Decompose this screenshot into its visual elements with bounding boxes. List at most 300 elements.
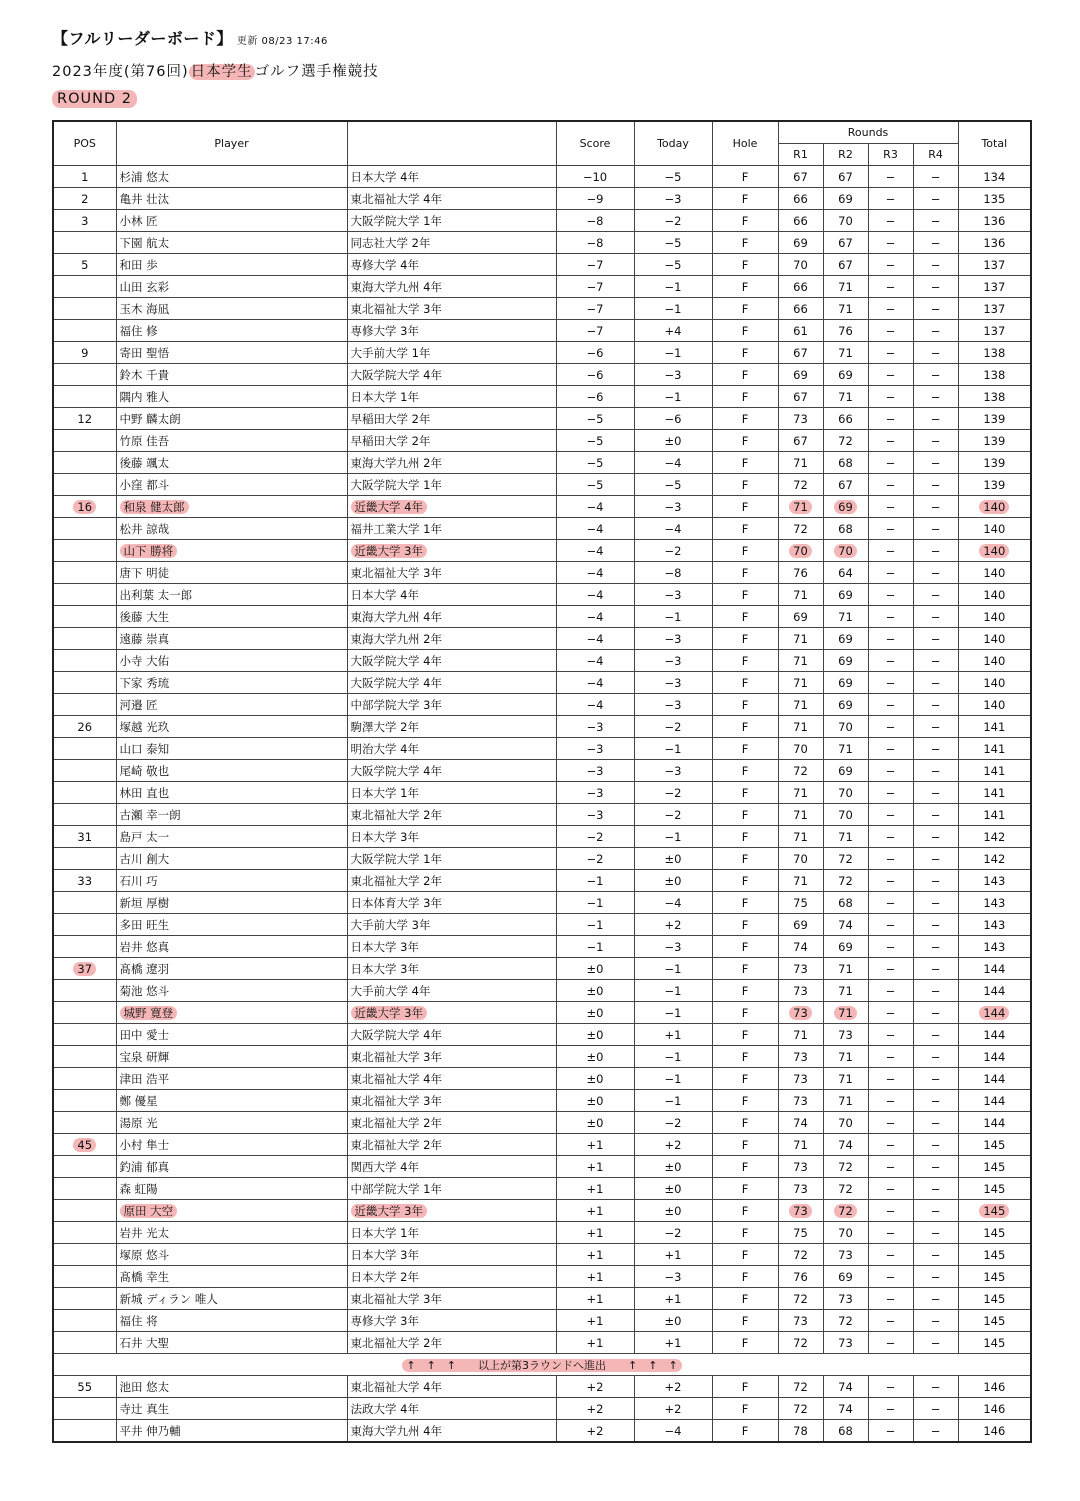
table-row xyxy=(53,936,1031,958)
r3-cell: − xyxy=(868,1134,913,1156)
r3-cell: − xyxy=(868,342,913,364)
today-cell: −1 xyxy=(634,738,712,760)
r3-cell: − xyxy=(868,1200,913,1222)
r2-cell: 68 xyxy=(823,452,868,474)
r3-cell: − xyxy=(868,1046,913,1068)
r1-cell: 74 xyxy=(778,936,823,958)
hole-cell: F xyxy=(712,254,778,276)
hole-cell: F xyxy=(712,716,778,738)
school-name: 東北福祉大学 2年 xyxy=(347,1332,556,1354)
pos-cell xyxy=(53,320,116,342)
table-row xyxy=(53,518,1031,540)
table-row xyxy=(53,716,1031,738)
school-name: 東北福祉大学 4年 xyxy=(347,1068,556,1090)
r1-cell: 70 xyxy=(778,738,823,760)
r1-cell: 61 xyxy=(778,320,823,342)
pos-cell xyxy=(53,1002,116,1024)
score-cell: −7 xyxy=(556,320,634,342)
r1-cell: 75 xyxy=(778,892,823,914)
player-name: 鈴木 千貴 xyxy=(116,364,347,386)
table-row xyxy=(53,804,1031,826)
school-name xyxy=(347,1002,556,1024)
r2-cell: 72 xyxy=(823,1156,868,1178)
r2-cell: 73 xyxy=(823,1244,868,1266)
pos-cell xyxy=(53,892,116,914)
highlight-mark: 72 xyxy=(834,1204,857,1218)
r2-cell: 71 xyxy=(823,276,868,298)
r3-cell: − xyxy=(868,694,913,716)
pos-cell xyxy=(53,1156,116,1178)
r2-cell: 69 xyxy=(823,672,868,694)
pos-cell xyxy=(53,364,116,386)
today-cell: −4 xyxy=(634,452,712,474)
r4-cell: − xyxy=(913,1266,958,1288)
highlight-mark: 近畿大学 3年 xyxy=(351,1204,427,1218)
r2-cell: 72 xyxy=(823,430,868,452)
table-row xyxy=(53,1288,1031,1310)
pos-cell xyxy=(53,430,116,452)
r3-cell: − xyxy=(868,254,913,276)
r1-cell: 73 xyxy=(778,1046,823,1068)
r2-cell: 74 xyxy=(823,914,868,936)
school-name: 東北福祉大学 3年 xyxy=(347,562,556,584)
pos-cell xyxy=(53,738,116,760)
hole-cell: F xyxy=(712,540,778,562)
cut-line-row xyxy=(53,1354,1031,1376)
school-name: 東海大学九州 2年 xyxy=(347,452,556,474)
score-cell: −6 xyxy=(556,386,634,408)
r3-cell: − xyxy=(868,716,913,738)
player-name: 小村 隼士 xyxy=(116,1134,347,1156)
r1-cell: 73 xyxy=(778,1068,823,1090)
today-cell: −5 xyxy=(634,254,712,276)
pos-cell xyxy=(53,1024,116,1046)
pos-cell xyxy=(53,1046,116,1068)
title-text: 【フルリーダーボード】 xyxy=(52,29,233,48)
school-name: 早稲田大学 2年 xyxy=(347,430,556,452)
r3-cell: − xyxy=(868,1178,913,1200)
player-name: 塚越 光玖 xyxy=(116,716,347,738)
table-row xyxy=(53,364,1031,386)
total-cell: 145 xyxy=(958,1332,1031,1354)
school-name: 東北福祉大学 3年 xyxy=(347,1288,556,1310)
hole-cell: F xyxy=(712,1420,778,1443)
player-name: 湯原 光 xyxy=(116,1112,347,1134)
score-cell: +1 xyxy=(556,1178,634,1200)
today-cell: −1 xyxy=(634,276,712,298)
r1-cell: 72 xyxy=(778,1332,823,1354)
player-name: 亀井 壮汰 xyxy=(116,188,347,210)
r4-cell: − xyxy=(913,1200,958,1222)
total-cell: 135 xyxy=(958,188,1031,210)
pos-cell xyxy=(53,496,116,518)
school-name: 日本大学 4年 xyxy=(347,166,556,188)
score-cell: −4 xyxy=(556,650,634,672)
player-name: 古瀬 幸一朗 xyxy=(116,804,347,826)
hole-cell: F xyxy=(712,474,778,496)
today-cell: −3 xyxy=(634,936,712,958)
score-cell: ±0 xyxy=(556,1068,634,1090)
pos-cell xyxy=(53,1134,116,1156)
r2-cell: 70 xyxy=(823,1222,868,1244)
pos-cell: 2 xyxy=(53,188,116,210)
r4-cell: − xyxy=(913,276,958,298)
pos-cell xyxy=(53,232,116,254)
score-cell: −3 xyxy=(556,760,634,782)
total-cell: 145 xyxy=(958,1178,1031,1200)
today-cell: −1 xyxy=(634,1068,712,1090)
school-name: 東北福祉大学 2年 xyxy=(347,1134,556,1156)
r1-cell: 73 xyxy=(778,1156,823,1178)
pos-cell xyxy=(53,386,116,408)
table-row xyxy=(53,1310,1031,1332)
r4-cell: − xyxy=(913,826,958,848)
player-name: 古川 創大 xyxy=(116,848,347,870)
r4-cell: − xyxy=(913,892,958,914)
score-cell: −1 xyxy=(556,870,634,892)
player-name: 石川 巧 xyxy=(116,870,347,892)
r1-cell: 72 xyxy=(778,760,823,782)
update-timestamp: 更新 08/23 17:46 xyxy=(236,36,328,47)
school-name: 東北福祉大学 4年 xyxy=(347,188,556,210)
highlight-mark: 近畿大学 4年 xyxy=(351,500,427,514)
school-name: 法政大学 4年 xyxy=(347,1398,556,1420)
r3-cell: − xyxy=(868,1244,913,1266)
tournament-event: ゴルフ選手権競技 xyxy=(254,64,379,80)
r3-cell: − xyxy=(868,1310,913,1332)
hole-cell: F xyxy=(712,298,778,320)
r2-cell: 71 xyxy=(823,958,868,980)
r1-cell: 71 xyxy=(778,584,823,606)
tournament-year: 2023年度(第76回) xyxy=(52,64,189,80)
player-name xyxy=(116,540,347,562)
r2-cell xyxy=(823,1200,868,1222)
pos-cell: 26 xyxy=(53,716,116,738)
hole-cell: F xyxy=(712,804,778,826)
table-row xyxy=(53,892,1031,914)
highlight-mark: 70 xyxy=(789,544,812,558)
table-row xyxy=(53,958,1031,980)
r3-cell: − xyxy=(868,584,913,606)
r4-cell: − xyxy=(913,980,958,1002)
pos-cell: 33 xyxy=(53,870,116,892)
leaderboard-table xyxy=(52,120,1032,1443)
total-cell: 140 xyxy=(958,562,1031,584)
today-cell: ±0 xyxy=(634,1200,712,1222)
score-cell: −4 xyxy=(556,518,634,540)
r1-cell: 75 xyxy=(778,1222,823,1244)
today-cell: −5 xyxy=(634,166,712,188)
r1-cell: 71 xyxy=(778,826,823,848)
school-name: 日本大学 3年 xyxy=(347,1244,556,1266)
r4-cell: − xyxy=(913,562,958,584)
score-cell: −5 xyxy=(556,408,634,430)
r2-cell: 72 xyxy=(823,1310,868,1332)
player-name: 下家 秀琉 xyxy=(116,672,347,694)
table-row xyxy=(53,320,1031,342)
table-row xyxy=(53,1002,1031,1024)
r2-cell: 76 xyxy=(823,320,868,342)
school-name xyxy=(347,540,556,562)
r3-cell: − xyxy=(868,364,913,386)
today-cell: ±0 xyxy=(634,430,712,452)
r1-cell: 67 xyxy=(778,386,823,408)
today-cell: −4 xyxy=(634,518,712,540)
pos-cell xyxy=(53,628,116,650)
r4-cell: − xyxy=(913,1068,958,1090)
r2-cell: 72 xyxy=(823,870,868,892)
player-name: 池田 悠太 xyxy=(116,1376,347,1398)
pos-cell xyxy=(53,980,116,1002)
table-row xyxy=(53,1266,1031,1288)
table-row xyxy=(53,298,1031,320)
r4-cell: − xyxy=(913,1090,958,1112)
r1-cell: 69 xyxy=(778,232,823,254)
pos-cell xyxy=(53,1090,116,1112)
r2-cell: 71 xyxy=(823,298,868,320)
highlight-mark: 145 xyxy=(979,1204,1009,1218)
r1-cell: 76 xyxy=(778,1266,823,1288)
table-row xyxy=(53,672,1031,694)
r4-cell: − xyxy=(913,1332,958,1354)
school-name: 東北福祉大学 4年 xyxy=(347,1376,556,1398)
r4-cell: − xyxy=(913,760,958,782)
highlight-mark: 69 xyxy=(834,500,857,514)
r1-cell: 72 xyxy=(778,1376,823,1398)
table-row xyxy=(53,848,1031,870)
today-cell: −3 xyxy=(634,584,712,606)
pos-cell xyxy=(53,1288,116,1310)
today-cell: −3 xyxy=(634,496,712,518)
total-cell: 143 xyxy=(958,914,1031,936)
hole-cell: F xyxy=(712,628,778,650)
score-cell: ±0 xyxy=(556,1090,634,1112)
r1-cell: 69 xyxy=(778,914,823,936)
r2-cell: 71 xyxy=(823,738,868,760)
table-row xyxy=(53,606,1031,628)
player-name: 玉木 海凪 xyxy=(116,298,347,320)
player-name: 福住 将 xyxy=(116,1310,347,1332)
r1-cell xyxy=(778,1200,823,1222)
total-cell: 146 xyxy=(958,1376,1031,1398)
r4-cell: − xyxy=(913,210,958,232)
hole-cell: F xyxy=(712,1002,778,1024)
total-cell: 142 xyxy=(958,826,1031,848)
r4-cell: − xyxy=(913,914,958,936)
r3-cell: − xyxy=(868,562,913,584)
r2-cell: 70 xyxy=(823,1112,868,1134)
school-name: 東北福祉大学 2年 xyxy=(347,1112,556,1134)
r2-cell: 69 xyxy=(823,936,868,958)
r3-cell: − xyxy=(868,452,913,474)
score-cell: −4 xyxy=(556,562,634,584)
hole-cell: F xyxy=(712,760,778,782)
player-name: 竹原 佳吾 xyxy=(116,430,347,452)
total-cell: 139 xyxy=(958,452,1031,474)
r4-cell: − xyxy=(913,518,958,540)
today-cell: −4 xyxy=(634,1420,712,1443)
r2-cell xyxy=(823,540,868,562)
r3-cell: − xyxy=(868,474,913,496)
total-cell xyxy=(958,1200,1031,1222)
hole-cell: F xyxy=(712,1178,778,1200)
hole-cell: F xyxy=(712,848,778,870)
r2-cell: 73 xyxy=(823,1024,868,1046)
table-row xyxy=(53,1024,1031,1046)
r4-cell: − xyxy=(913,452,958,474)
school-name: 大阪学院大学 4年 xyxy=(347,760,556,782)
today-cell: −4 xyxy=(634,892,712,914)
pos-cell xyxy=(53,1200,116,1222)
score-cell: +1 xyxy=(556,1332,634,1354)
player-name: 新城 ディラン 唯人 xyxy=(116,1288,347,1310)
total-cell: 144 xyxy=(958,1024,1031,1046)
header-row xyxy=(53,121,1031,144)
total-cell xyxy=(958,1002,1031,1024)
today-cell: +2 xyxy=(634,1376,712,1398)
hole-cell: F xyxy=(712,320,778,342)
score-cell: ±0 xyxy=(556,958,634,980)
r2-cell: 70 xyxy=(823,782,868,804)
pos-cell xyxy=(53,1310,116,1332)
table-row xyxy=(53,276,1031,298)
r4-cell: − xyxy=(913,364,958,386)
r3-cell: − xyxy=(868,1068,913,1090)
player-name: 津田 浩平 xyxy=(116,1068,347,1090)
total-cell xyxy=(958,540,1031,562)
hole-cell: F xyxy=(712,980,778,1002)
player-name: 隅内 雅人 xyxy=(116,386,347,408)
table-row xyxy=(53,474,1031,496)
player-name xyxy=(116,1200,347,1222)
school-name: 専修大学 3年 xyxy=(347,1310,556,1332)
today-cell: −3 xyxy=(634,694,712,716)
col-total: Total xyxy=(958,121,1031,166)
r4-cell: − xyxy=(913,254,958,276)
school-name: 大阪学院大学 1年 xyxy=(347,848,556,870)
total-cell: 138 xyxy=(958,386,1031,408)
player-name: 島戸 太一 xyxy=(116,826,347,848)
pos-cell: 5 xyxy=(53,254,116,276)
player-name: 菊池 悠斗 xyxy=(116,980,347,1002)
today-cell: −8 xyxy=(634,562,712,584)
hole-cell: F xyxy=(712,870,778,892)
r2-cell: 67 xyxy=(823,254,868,276)
r4-cell: − xyxy=(913,1112,958,1134)
table-row xyxy=(53,1398,1031,1420)
hole-cell: F xyxy=(712,1200,778,1222)
r3-cell: − xyxy=(868,232,913,254)
total-cell: 144 xyxy=(958,980,1031,1002)
pos-cell xyxy=(53,936,116,958)
r4-cell: − xyxy=(913,848,958,870)
score-cell: −4 xyxy=(556,628,634,650)
player-name: 尾崎 敬也 xyxy=(116,760,347,782)
table-row xyxy=(53,628,1031,650)
pos-cell xyxy=(53,540,116,562)
r1-cell: 72 xyxy=(778,518,823,540)
total-cell: 140 xyxy=(958,606,1031,628)
school-name: 福井工業大学 1年 xyxy=(347,518,556,540)
total-cell: 145 xyxy=(958,1222,1031,1244)
r3-cell: − xyxy=(868,980,913,1002)
r3-cell: − xyxy=(868,1420,913,1443)
hole-cell: F xyxy=(712,1156,778,1178)
total-cell: 138 xyxy=(958,364,1031,386)
player-name xyxy=(116,496,347,518)
r4-cell: − xyxy=(913,166,958,188)
pos-cell xyxy=(53,474,116,496)
hole-cell: F xyxy=(712,1134,778,1156)
school-name: 東北福祉大学 2年 xyxy=(347,870,556,892)
player-name: 福住 修 xyxy=(116,320,347,342)
highlight-mark: 73 xyxy=(789,1204,812,1218)
pos-cell xyxy=(53,452,116,474)
r1-cell: 72 xyxy=(778,1398,823,1420)
r4-cell: − xyxy=(913,1024,958,1046)
r1-cell: 67 xyxy=(778,166,823,188)
tournament-highlight: 日本学生 xyxy=(190,64,253,80)
pos-cell xyxy=(53,914,116,936)
total-cell: 140 xyxy=(958,628,1031,650)
total-cell: 134 xyxy=(958,166,1031,188)
table-row xyxy=(53,1090,1031,1112)
table-row xyxy=(53,826,1031,848)
today-cell: −3 xyxy=(634,650,712,672)
hole-cell: F xyxy=(712,408,778,430)
player-name: 寄田 聖悟 xyxy=(116,342,347,364)
hole-cell: F xyxy=(712,386,778,408)
r3-cell: − xyxy=(868,782,913,804)
r1-cell: 67 xyxy=(778,342,823,364)
school-name xyxy=(347,496,556,518)
table-row xyxy=(53,694,1031,716)
school-name: 早稲田大学 2年 xyxy=(347,408,556,430)
score-cell: −5 xyxy=(556,452,634,474)
table-row xyxy=(53,1376,1031,1398)
player-name: 寺辻 真生 xyxy=(116,1398,347,1420)
r4-cell: − xyxy=(913,958,958,980)
r3-cell: − xyxy=(868,188,913,210)
r1-cell: 73 xyxy=(778,980,823,1002)
r4-cell: − xyxy=(913,584,958,606)
hole-cell: F xyxy=(712,1266,778,1288)
pos-cell xyxy=(53,1068,116,1090)
r3-cell: − xyxy=(868,320,913,342)
r1-cell: 66 xyxy=(778,298,823,320)
r2-cell: 71 xyxy=(823,1090,868,1112)
hole-cell: F xyxy=(712,606,778,628)
pos-cell xyxy=(53,1332,116,1354)
table-row xyxy=(53,254,1031,276)
r3-cell: − xyxy=(868,276,913,298)
player-name: 和田 歩 xyxy=(116,254,347,276)
table-row xyxy=(53,1244,1031,1266)
player-name: 杉浦 悠太 xyxy=(116,166,347,188)
r1-cell: 67 xyxy=(778,430,823,452)
score-cell: −5 xyxy=(556,430,634,452)
r2-cell: 69 xyxy=(823,584,868,606)
r3-cell: − xyxy=(868,1376,913,1398)
table-row xyxy=(53,452,1031,474)
today-cell: +2 xyxy=(634,914,712,936)
highlight-mark: 37 xyxy=(73,962,96,976)
r3-cell: − xyxy=(868,496,913,518)
school-name: 専修大学 3年 xyxy=(347,320,556,342)
pos-cell xyxy=(53,298,116,320)
school-name xyxy=(347,1200,556,1222)
highlight-mark: 原田 大空 xyxy=(120,1204,178,1218)
